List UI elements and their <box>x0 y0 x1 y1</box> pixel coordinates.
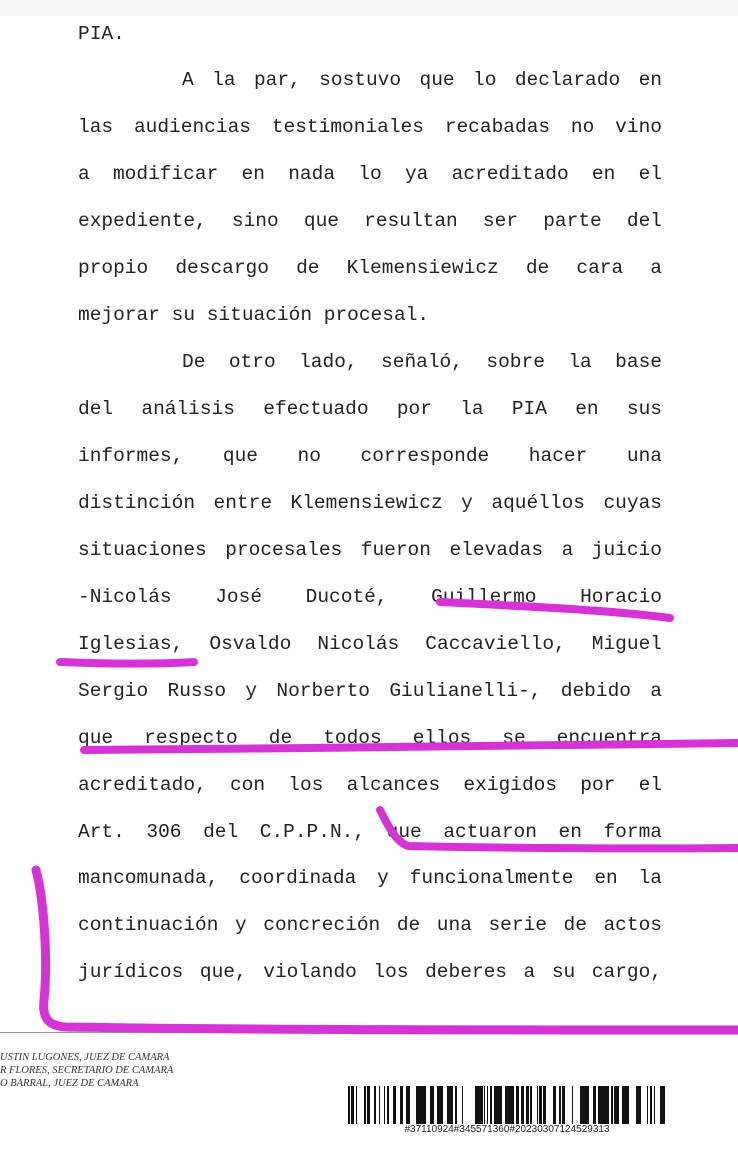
barcode-bar <box>593 1086 594 1124</box>
barcode-bar <box>442 1086 443 1124</box>
barcode-bar <box>543 1086 544 1124</box>
barcode-bar <box>420 1086 423 1124</box>
barcode-bar <box>654 1086 655 1124</box>
document-page <box>0 16 738 1154</box>
signature-line: O BARRAL, JUEZ DE CAMARA <box>0 1078 139 1089</box>
barcode-bar <box>622 1086 624 1124</box>
barcode-bar <box>476 1086 478 1124</box>
barcode-bar <box>530 1086 532 1124</box>
barcode-bar <box>364 1086 366 1124</box>
text-line: situaciones procesales fueron elevadas a juicio <box>78 539 662 561</box>
barcode-bar <box>636 1086 638 1124</box>
text-line: distinción entre Klemensiewicz y aquéllos cuyas <box>78 492 662 514</box>
text-line: expediente, sino que resultan ser parte del <box>78 210 662 232</box>
barcode-bar <box>526 1086 529 1124</box>
barcode-bar <box>660 1086 662 1124</box>
barcode-bar <box>537 1086 538 1124</box>
barcode-bar <box>387 1086 388 1124</box>
barcode-bar <box>594 1086 596 1124</box>
barcode-bar <box>393 1086 396 1124</box>
barcode-bar <box>480 1086 483 1124</box>
barcode-bar <box>438 1086 440 1124</box>
text-line: propio descargo de Klemensiewicz de cara a <box>78 257 662 279</box>
barcode-bar <box>563 1086 565 1124</box>
barcode-bar <box>647 1086 648 1124</box>
signature-line: USTIN LUGONES, JUEZ DE CAMARA <box>0 1052 170 1063</box>
barcode-bar <box>505 1086 507 1124</box>
barcode-bar <box>406 1086 408 1124</box>
barcode-bar <box>450 1086 452 1124</box>
text-line: Art. 306 del C.P.P.N., que actuaron en forma <box>78 821 662 843</box>
barcode-bar <box>478 1086 480 1124</box>
text-line: informes, que no corresponde hacer una <box>78 445 662 467</box>
text-line: PIA. <box>78 23 125 45</box>
barcode-bar <box>400 1086 403 1124</box>
barcode-bar <box>583 1086 584 1124</box>
barcode-bar <box>416 1086 417 1124</box>
barcode-bar <box>544 1086 545 1124</box>
barcode-bar <box>562 1086 563 1124</box>
barcode-bar <box>553 1086 556 1124</box>
barcode-bar <box>516 1086 519 1124</box>
text-line: a modificar en nada lo ya acreditado en el <box>78 163 662 185</box>
barcode-bar <box>490 1086 492 1124</box>
barcode-bar <box>484 1086 485 1124</box>
barcode-bar <box>617 1086 619 1124</box>
barcode-bar <box>475 1086 476 1124</box>
barcode-bar <box>627 1086 629 1124</box>
barcode <box>348 1086 666 1136</box>
text-line: continuación y concreción de una serie de actos <box>78 914 662 936</box>
barcode-bar <box>423 1086 426 1124</box>
barcode-bar <box>587 1086 589 1124</box>
barcode-bar <box>430 1086 433 1124</box>
barcode-bar <box>494 1086 495 1124</box>
barcode-bar <box>452 1086 453 1124</box>
barcode-bar <box>559 1086 561 1124</box>
barcode-bar <box>440 1086 442 1124</box>
barcode-bar <box>638 1086 641 1124</box>
barcode-bar <box>384 1086 385 1124</box>
barcode-bar <box>662 1086 665 1124</box>
barcode-bar <box>379 1086 380 1124</box>
barcode-bar <box>495 1086 497 1124</box>
barcode-bars <box>348 1086 666 1124</box>
barcode-bar <box>433 1086 434 1124</box>
barcode-bar <box>650 1086 652 1124</box>
barcode-bar <box>500 1086 502 1124</box>
text-line: -Nicolás José Ducoté, Guillermo Horacio <box>78 586 662 608</box>
barcode-bar <box>455 1086 457 1124</box>
barcode-bar <box>447 1086 450 1124</box>
text-line: Sergio Russo y Norberto Giulianelli-, debido a <box>78 680 662 702</box>
barcode-bar <box>539 1086 542 1124</box>
barcode-bar <box>584 1086 587 1124</box>
barcode-bar <box>388 1086 389 1124</box>
text-line: Iglesias, Osvaldo Nicolás Caccaviello, Miguel <box>78 633 662 655</box>
barcode-bar <box>611 1086 613 1124</box>
text-line: acreditado, con los alcances exigidos por el <box>78 774 662 796</box>
barcode-bar <box>580 1086 583 1124</box>
text-line: jurídicos que, violando los deberes a su cargo, <box>78 961 662 983</box>
barcode-bar <box>512 1086 514 1124</box>
barcode-number: #37110924#345571360#20230307124529313 <box>404 1124 610 1135</box>
barcode-bar <box>348 1086 350 1124</box>
barcode-bar <box>510 1086 512 1124</box>
barcode-bar <box>624 1086 627 1124</box>
barcode-bar <box>462 1086 463 1124</box>
barcode-bar <box>487 1086 488 1124</box>
barcode-bar <box>351 1086 353 1124</box>
barcode-bar <box>356 1086 357 1124</box>
barcode-bar <box>437 1086 438 1124</box>
barcode-bar <box>374 1086 376 1124</box>
barcode-bar <box>572 1086 573 1124</box>
barcode-bar <box>614 1086 617 1124</box>
text-line: mejorar su situación procesal. <box>78 304 430 326</box>
barcode-bar <box>408 1086 410 1124</box>
barcode-bar <box>353 1086 354 1124</box>
text-line: A la par, sostuvo que lo declarado en <box>182 69 662 91</box>
barcode-bar <box>521 1086 524 1124</box>
barcode-bar <box>497 1086 500 1124</box>
barcode-bar <box>367 1086 370 1124</box>
barcode-bar <box>604 1086 605 1124</box>
text-line: del análisis efectuado por la PIA en sus <box>78 398 662 420</box>
signature-line: R FLORES, SECRETARIO DE CAMARA <box>0 1065 174 1076</box>
footer-divider <box>0 1032 738 1033</box>
text-line: mancomunada, coordinada y funcionalmente en la <box>78 867 662 889</box>
barcode-bar <box>417 1086 420 1124</box>
barcode-bar <box>601 1086 604 1124</box>
text-line: que respecto de todos ellos se encuentra <box>78 727 662 749</box>
text-line: De otro lado, señaló, sobre la base <box>182 351 662 373</box>
barcode-bar <box>598 1086 601 1124</box>
text-line: las audiencias testimoniales recabadas no vino <box>78 116 662 138</box>
barcode-bar <box>545 1086 546 1124</box>
barcode-bar <box>507 1086 510 1124</box>
top-bar <box>0 0 738 17</box>
barcode-bar <box>606 1086 609 1124</box>
barcode-bar <box>605 1086 606 1124</box>
